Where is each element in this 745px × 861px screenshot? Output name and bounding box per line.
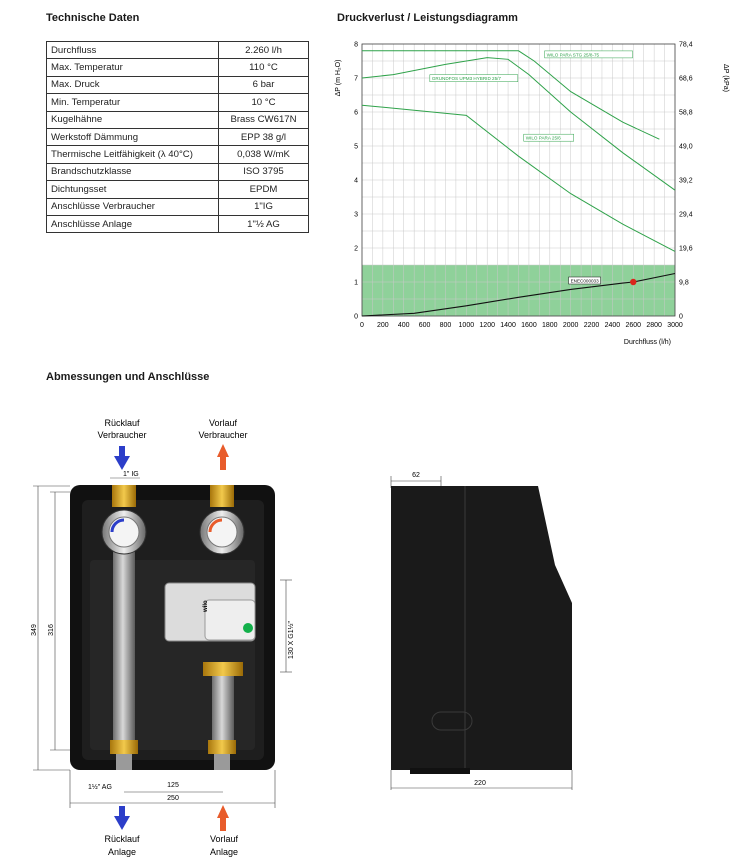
- label-vorlauf-verbraucher-1: Vorlauf: [208, 418, 238, 428]
- y-right-tick-label: 0: [679, 313, 683, 321]
- x-tick-label: 1000: [458, 322, 475, 329]
- x-tick-label: 1800: [542, 322, 558, 329]
- label-vorlauf-anlage-1: Vorlauf: [209, 834, 239, 844]
- pressure-chart: [330, 34, 730, 354]
- spec-label: Werkstoff Dämmung: [47, 128, 219, 145]
- supply-arrow-up-icon: [217, 444, 229, 470]
- height-outer-label: 349: [31, 624, 38, 636]
- x-tick-label: 1200: [479, 322, 495, 329]
- y-tick-label: 4: [354, 177, 358, 185]
- y-axis-title: ΔP (m H₂O): [335, 59, 342, 97]
- y-right-tick-label: 49,0: [679, 143, 693, 151]
- diagram-heading: Druckverlust / Leistungsdiagramm: [337, 12, 518, 24]
- spec-value: 6 bar: [219, 76, 309, 93]
- y-tick-label: 1: [354, 279, 358, 287]
- label-ruecklauf-verbraucher-1: Rücklauf: [104, 418, 140, 428]
- series-label-text: WILO PARA 25/6: [525, 135, 561, 141]
- spec-label: Anschlüsse Anlage: [47, 215, 219, 232]
- label-vorlauf-verbraucher-2: Verbraucher: [198, 430, 248, 440]
- y-right-tick-label: 68,6: [679, 75, 693, 83]
- spec-row: [47, 76, 309, 93]
- series-label-text: ENEC000033: [570, 278, 599, 284]
- y-tick-label: 5: [354, 143, 358, 151]
- x-tick-label: 2400: [604, 322, 621, 329]
- label-ruecklauf-verbraucher-2: Verbraucher: [97, 430, 147, 440]
- x-tick-label: 3000: [667, 322, 683, 329]
- y-right-tick-label: 58,8: [679, 109, 693, 117]
- spec-table: [46, 41, 309, 233]
- label-ruecklauf-anlage-1: Rücklauf: [104, 834, 140, 844]
- supply-arrow-up-bottom-icon: [217, 805, 229, 831]
- y-tick-label: 8: [354, 41, 358, 49]
- spec-row: [47, 42, 309, 59]
- label-vorlauf-anlage-2: Anlage: [209, 847, 239, 857]
- spec-value: 1"IG: [219, 198, 309, 215]
- spec-value: ISO 3795: [219, 163, 309, 180]
- width-axis-label: 125: [167, 782, 179, 789]
- series-label-text: GRUNDFOS UPM3 HYBRID 25/7: [431, 76, 502, 82]
- pump-led-icon: [243, 623, 253, 633]
- spec-label: Thermische Leitfähigkeit (λ 40°C): [47, 146, 219, 163]
- y-right-tick-label: 39,2: [679, 177, 693, 185]
- y-tick-label: 7: [354, 75, 358, 83]
- spec-value: Brass CW617N: [219, 111, 309, 128]
- y-tick-label: 2: [354, 245, 358, 253]
- operating-point: [630, 279, 636, 285]
- pump-spec-label: 130 X G1½": [288, 621, 295, 659]
- spec-label: Max. Druck: [47, 76, 219, 93]
- spec-label: Min. Temperatur: [47, 94, 219, 111]
- x-tick-label: 1400: [500, 322, 516, 329]
- side-view: [391, 472, 572, 790]
- spec-value: 1"½ AG: [219, 215, 309, 232]
- spec-label: Anschlüsse Verbraucher: [47, 198, 219, 215]
- front-view: [70, 485, 275, 770]
- spec-row: [47, 181, 309, 198]
- spec-label: Brandschutzklasse: [47, 163, 219, 180]
- x-tick-label: 0: [360, 322, 364, 329]
- spec-label: Kugelhähne: [47, 111, 219, 128]
- spec-label: Dichtungsset: [47, 181, 219, 198]
- spec-row: [47, 128, 309, 145]
- dimensions-heading: Abmessungen und Anschlüsse: [46, 371, 210, 383]
- label-ruecklauf-anlage-2: Anlage: [107, 847, 137, 857]
- spec-value: 0,038 W/mK: [219, 146, 309, 163]
- spec-label: Durchfluss: [47, 42, 219, 59]
- x-tick-label: 600: [418, 322, 431, 329]
- series-label: [545, 51, 633, 58]
- spec-row: [47, 215, 309, 232]
- y-right-tick-label: 9,8: [679, 279, 689, 287]
- side-depth-top-label: 62: [412, 472, 420, 479]
- x-tick-label: 1600: [521, 322, 537, 329]
- x-tick-label: 400: [397, 322, 410, 329]
- x-tick-label: 2200: [583, 322, 600, 329]
- spec-row: [47, 94, 309, 111]
- spec-value: 2.260 l/h: [219, 42, 309, 59]
- y-tick-label: 3: [354, 211, 358, 219]
- spec-row: [47, 111, 309, 128]
- dimension-drawing: [0, 395, 745, 861]
- x-tick-label: 200: [377, 322, 389, 329]
- width-total-label: 250: [167, 795, 179, 802]
- y-tick-label: 6: [354, 109, 358, 117]
- series-label: [569, 277, 601, 284]
- height-inner-label: 316: [48, 624, 55, 636]
- spec-row: [47, 163, 309, 180]
- spec-row: [47, 59, 309, 76]
- spec-label: Max. Temperatur: [47, 59, 219, 76]
- connector-top-label: 1" IG: [123, 471, 139, 478]
- y-tick-label: 0: [354, 313, 358, 321]
- spec-value: 110 °C: [219, 59, 309, 76]
- connector-bottom-label: 1½" AG: [88, 784, 112, 791]
- y-right-tick-label: 29,4: [679, 211, 693, 219]
- pump-brand: wilo: [203, 600, 209, 612]
- spec-value: EPDM: [219, 181, 309, 198]
- x-tick-label: 800: [439, 322, 452, 329]
- spec-value: EPP 38 g/l: [219, 128, 309, 145]
- x-axis-title: Durchfluss (l/h): [623, 339, 671, 346]
- y-right-axis-title: ΔP (kPa): [722, 64, 729, 92]
- y-right-tick-label: 19,6: [679, 245, 693, 253]
- y-right-tick-label: 78,4: [679, 41, 693, 49]
- x-tick-label: 2800: [646, 322, 662, 329]
- spec-row: [47, 198, 309, 215]
- specs-heading: Technische Daten: [46, 12, 140, 24]
- side-depth-total-label: 220: [474, 780, 486, 787]
- series-label: [524, 134, 574, 141]
- x-tick-label: 2000: [562, 322, 579, 329]
- return-arrow-down-bottom-icon: [114, 806, 130, 830]
- spec-row: [47, 146, 309, 163]
- series-label-text: WILO PARA STG 25/8-75: [546, 52, 600, 58]
- spec-value: 10 °C: [219, 94, 309, 111]
- return-arrow-down-icon: [114, 446, 130, 470]
- series-label: [430, 75, 518, 82]
- x-tick-label: 2600: [625, 322, 642, 329]
